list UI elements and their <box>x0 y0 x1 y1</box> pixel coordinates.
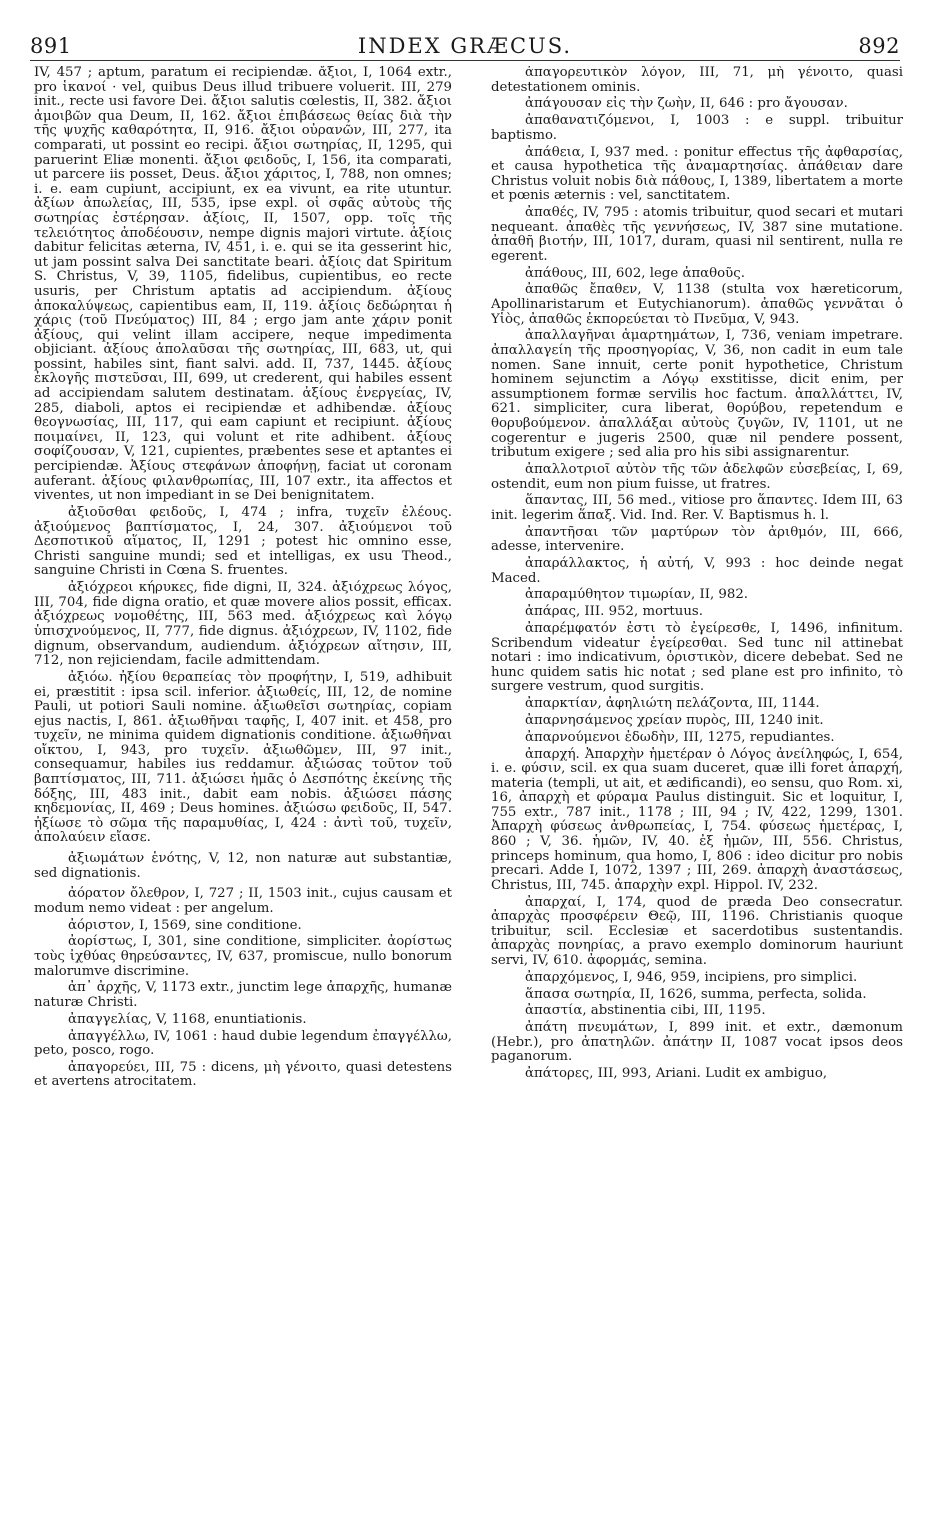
index-entry: ἀπαράλλακτος, ἡ αὐτή, V, 993 : hoc deinde negat Maced. <box>491 556 903 586</box>
index-entry: ἀξιωμάτων ἑνότης, V, 12, non naturæ aut substantiæ, sed dignationis. <box>34 851 452 881</box>
index-entry: ἀπάτη πνευμάτων, I, 899 init. et extr., dæmonum (Hebr.), pro ἀπατηλῶν. ἀπάτην II, 1087 vocat ipsos deos paganorum. <box>491 1020 903 1065</box>
index-entry: ἀπαρνησάμενος χρείαν πυρὸς, III, 1240 init. <box>525 712 824 728</box>
index-entry: ἀπ᾽ ἀρχῆς, V, 1173 extr., junctim lege ἀπαρχῆς, humanæ naturæ Christi. <box>34 980 452 1010</box>
index-entry: ἀπαρέμφατόν ἐστι τὸ ἐγείρεσθε, I, 1496, infinitum. Scribendum videatur ἐγείρεσθαι. Sed tunc nil attinebat notari : imo indicativum, ὁριστικὸν, dicere debebat. Sed ne hunc quidem satis hic notat ; sed plane est pro infinito, τὸ surgere vestrum, quod surgitis. <box>491 621 903 695</box>
index-entry: ἀπαγγελίας, V, 1168, enuntiationis. <box>68 1011 307 1027</box>
index-entry: ἀπαλλαγῆναι ἁμαρτημάτων, I, 736, veniam impetrare. ἀπαλλαγείη τῆς προσηγορίας, V, 36, non cadit in eum tale nomen. Sane innuit, certe ponit hypothetice, Christum hominem sejunctim a Λόγῳ exstitisse, dicit enim, per assumptionem formæ servilis hoc factum. ἀπαλλάττει, IV, 621. simpliciter, cura liberat, θορύβου, repetendum e θορυβούμενον. ἀπαλλάξαι αὐτοὺς ζυγῶν, IV, 1101, ut ne cogerentur e jugeris 2500, quæ nil pendere possent, tributum exigere ; sed alia pro his sibi assignarentur. <box>491 328 903 461</box>
index-entry: ἀπαντῆσαι τῶν μαρτύρων τὸν ἀριθμόν, III, 666, adesse, intervenire. <box>491 524 903 555</box>
index-entry: ἀπαρχαί, I, 174, quod de præda Deo consecratur. ἀπαρχὰς προσφέρειν Θεῷ, III, 1196. Christianis quoque tribuitur, scil. Ecclesiæ et sacerdotibus sustentandis. ἀπαρχὰς πονηρίας, a pravo exemplo dominorum hauriunt servi, IV, 610. ἀφορμάς, semina. <box>491 894 903 968</box>
index-entry: ἀπαθές, IV, 795 : atomis tribuitur, quod secari et mutari nequeant. ἀπαθὲς τῆς γεννήσεως, IV, 387 sine mutatione. ἀπαθῆ βιοτήν, III, 1017, duram, quasi nil sentirent, nulla re egerent. <box>491 205 903 264</box>
index-entry: ἀπάρας, III. 952, mortuus. <box>525 604 703 620</box>
index-entry: ἀπαθῶς ἔπαθεν, V, 1138 (stulta vox hæreticorum, Apollinaristarum et Eutychianorum). ἀπαθῶς γεννᾶται ὁ Υἱὸς, ἀπαθῶς ἐκπορεύεται τὸ Πνεῦμα, V, 943. <box>491 282 903 327</box>
index-entry: ἀπαρχόμενος, I, 946, 959, incipiens, pro simplici. <box>525 969 858 985</box>
index-entry: ἀόριστον, I, 1569, sine conditione. <box>68 917 302 933</box>
index-entry: ἅπαντας, III, 56 med., vitiose pro ἅπαντες. Idem III, 63 init. legerim ἅπαξ. Vid. Ind. Rer. V. Baptismus h. l. <box>491 493 903 523</box>
index-entry: ἀπάγουσαν εἰς τὴν ζωὴν, II, 646 : pro ἄγουσαν. <box>525 96 848 112</box>
index-entry: ἀπαγορευτικὸν λόγον, III, 71, μὴ γένοιτο, quasi detestationem ominis. <box>491 66 903 95</box>
left-column <box>34 66 452 1510</box>
page-number-right: 892 <box>858 34 900 58</box>
index-entry: ἀπαρχή. Ἀπαρχὴν ἡμετέραν ὁ Λόγος ἀνείληφώς, I, 654, i. e. φύσιν, scil. ex qua suam duceret, quæ illi foret ἀπαρχή, materia (templi, ut ait, et ædificandi), eo sensu, quo Rom. xi, 16, ἀπαρχὴ et φύραμα Paulus distinguit. Sic et loquitur, I, 755 extr., 787 init., 1178 ; III, 94 ; IV, 422, 1299, 1301. Ἀπαρχὴ φύσεως ἀνθρωπείας, I, 754. φύσεως ἡμετέρας, I, 860 ; V, 36. ἡμῶν, IV, 40. ἐξ ἡμῶν, III, 556. Christus, princeps hominum, qua homo, I, 806 : ideo dicitur pro nobis precari. Adde I, 1072, 1397 ; III, 269. ἀπαρχὴ ἀναστάσεως, Christus, III, 745. ἀπαρχὴν expl. Hippol. IV, 232. <box>491 746 903 893</box>
index-entry: ἅπασα σωτηρία, II, 1626, summa, perfecta, solida. <box>525 986 867 1002</box>
index-entry: ἀόρατον ὄλεθρον, I, 727 ; II, 1503 init., cujus causam et modum nemo videat : per angelum. <box>34 886 452 916</box>
index-entry: ἀπαραμύθητον τιμωρίαν, II, 982. <box>525 587 749 603</box>
index-entry: ἀξιόω. ἠξίου θεραπείας τὸν προφήτην, I, 519, adhibuit ei, præstitit : ipsa scil. inferior. ἀξιωθείς, III, 12, de nomine Pauli, ut potiori Sauli nomine. ἀξιωθεῖσι σωτηρίας, copiam ejus nactis, I, 861. ἀξιωθῆναι ταφῆς, I, 407 init. et 458, pro τυχεῖν, ne minima quidem dignationis conditione. ἀξιωθῆναι οἴκτου, I, 943, pro τυχεῖν. ἀξιωθῶμεν, III, 97 init., consequamur, habiles ius reddamur. ἀξιώσας τοῦτον τοῦ βαπτίσματος, III, 711. ἀξιώσει ἡμᾶς ὁ Δεσπότης ἐκείνης τῆς δόξης, III, 483 init., dabit eam nobis. ἀξιώσει πάσης κηδεμονίας, II, 469 ; Deus homines. ἀξιώσω φειδοῦς, II, 547. ἠξίωσε τὸ σῶμα τῆς παραμυθίας, I, 424 : ἀντὶ τοῦ, τυχεῖν, ἀπολαύειν εἴασε. <box>34 669 452 846</box>
index-entry: ἀπάθεια, I, 937 med. : ponitur effectus τῆς ἀφθαρσίας, et causa hypothetica τῆς ἀναμαρτησίας. ἀπάθειαν dare Christus voluit nobis διὰ πάθους, I, 1389, libertatem a morte et pœnis æternis : vel, sanctitatem. <box>491 144 903 204</box>
running-title: INDEX GRÆCUS. <box>357 34 573 58</box>
index-entry: ἀξιοῦσθαι φειδοῦς, I, 474 ; infra, τυχεῖν ἐλέους. ἀξιούμενος βαπτίσματος, I, 24, 307. ἀξιούμενοι τοῦ Δεσποτικοῦ αἵματος, II, 1291 ; potest hic omnino esse, Christi sanguine mundi; sed et intelligas, ex usu Theod., sanguine Christi in Cœna S. fruentes. <box>34 505 452 579</box>
right-column <box>491 66 903 1510</box>
index-entry: ἀπάθους, III, 602, lege ἀπαθοῦς. <box>525 265 745 281</box>
page-number-left: 891 <box>30 34 72 58</box>
index-entry: ἀξιόχρεοι κήρυκες, fide digni, II, 324. ἀξιόχρεως λόγος, III, 704, fide digna oratio, et quæ movere alios possit, efficax. ἀξιόχρεως νομοθέτης, III, 563 med. ἀξιόχρεως καὶ λόγῳ ὑπισχνούμενος, II, 777, fide dignus. ἀξιόχρεων, IV, 1102, fide dignum, observandum, audiendum. ἀξιόχρεων αἴτησιν, III, 712, non rejiciendam, facile admittendam. <box>34 580 452 669</box>
index-entry: ἀπαγγέλλω, IV, 1061 : haud dubie legendum ἐπαγγέλλω, peto, posco, rogo. <box>34 1028 452 1059</box>
index-entry: ἀπάτορες, III, 993, Ariani. Ludit ex ambiguo, <box>525 1066 828 1082</box>
index-entry: ἀπαρκτίαν, ἀφηλιώτη πελάζοντα, III, 1144. <box>525 696 820 712</box>
index-entry: ἀορίστως, I, 301, sine conditione, simpliciter. ἀορίστως τοὺς ἰχθύας θηρεύσαντες, IV, 637, promiscue, nullo bonorum malorumve discrimine. <box>34 934 452 979</box>
index-entry: ἀπαστία, abstinentia cibi, III, 1195. <box>525 1003 766 1019</box>
index-entry: ἀπαθανατιζόμενοι, I, 1003 : e suppl. tribuitur baptismo. <box>491 113 903 143</box>
page-header <box>30 26 900 61</box>
index-entry: ἀπαρνούμενοι ἐδωδὴν, III, 1275, repudiantes. <box>525 729 835 745</box>
index-entry: IV, 457 ; aptum, paratum ei recipiendæ. ἄξιοι, I, 1064 extr., pro ἱκανοί · vel, quibus Deus illud tribuere voluerit. III, 279 init., recte usi favore Dei. ἄξιοι salutis cœlestis, II, 382. ἄξιοι ἀμοιβῶν qua Deum, II, 162. ἄξιοι ἐπιβάσεως θείας διὰ τὴν τῆς ψυχῆς καθαρότητα, II, 916. ἄξιοι οὐρανῶν, III, 277, ita comparati, ut possint eo recipi. ἄξιοι σωτηρίας, II, 1295, qui paruerint Eliæ monenti. ἄξιοι φειδοῦς, I, 156, ita comparati, ut parcere iis posset, Deus. ἄξιοι χάριτος, I, 788, non omnes; i. e. eam cupiunt, accipiunt, ex ea vivunt, ea rite utuntur. ἀξίων ἀπωλείας, III, 535, ipse expl. οἱ σφᾶς αὐτοὺς τῆς σωτηρίας ἐστέρησαν. ἀξίοις, II, 1507, opp. τοῖς τῆς τελειότητος ἀποδέουσιν, nempe dignis majori virtute. ἀξίοις dabitur felicitas æterna, IV, 451, i. e. qui se ita gesserint hic, ut jam possint salva Dei sanctitate beari. ἀξίοις dat Spiritum S. Christus, V, 39, 1105, fidelibus, cupientibus, eo recte usuris, per Christum aptatis ad accipiendum. ἀξίους ἀποκαλύψεως, capientibus eam, II, 119. ἀξίοις δεδώρηται ἡ χάρις (τοῦ Πνεύματος) III, 84 ; ergo jam ante χάριν ponit ἀξίους, qui velint illam accipere, neque impedimenta objiciant. ἀξίους ἀπολαῦσαι τῆς σωτηρίας, III, 683, ut, qui possint, habiles sint, fiant salvi. add. II, 737, 1445. ἀξίους ἐκλογῆς πιστεῦσαι, III, 699, ut crederent, qui habiles essent ad accipiendam salutem destinatam. ἀξίους ἐνεργείας, IV, 285, diaboli, aptos ei recipiendæ et adhibendæ. ἀξίους θεογνωσίας, III, 117, qui eam capiunt et recipiunt. ἀξίους ποιμαίνει, II, 123, qui volunt et rite adhibent. ἀξίους σοφίζουσαν, V, 121, cupientes, præbentes sese et aptantes ei percipiendæ. Ἀξίους στεφάνων ἀποφήνῃ, faciat ut coronam auferant. ἀξίους φιλανθρωπίας, III, 107 extr., ita affectos et viventes, ut non impediant in se Dei benignitatem. <box>34 66 452 504</box>
index-entry: ἀπαγορεύει, III, 75 : dicens, μὴ γένοιτο, quasi detestens et avertens atrocitatem. <box>34 1059 452 1090</box>
index-entry: ἀπαλλοτριοῖ αὐτὸν τῆς τῶν ἀδελφῶν εὐσεβείας, I, 69, ostendit, eum non pium fuisse, ut fratres. <box>491 461 903 492</box>
